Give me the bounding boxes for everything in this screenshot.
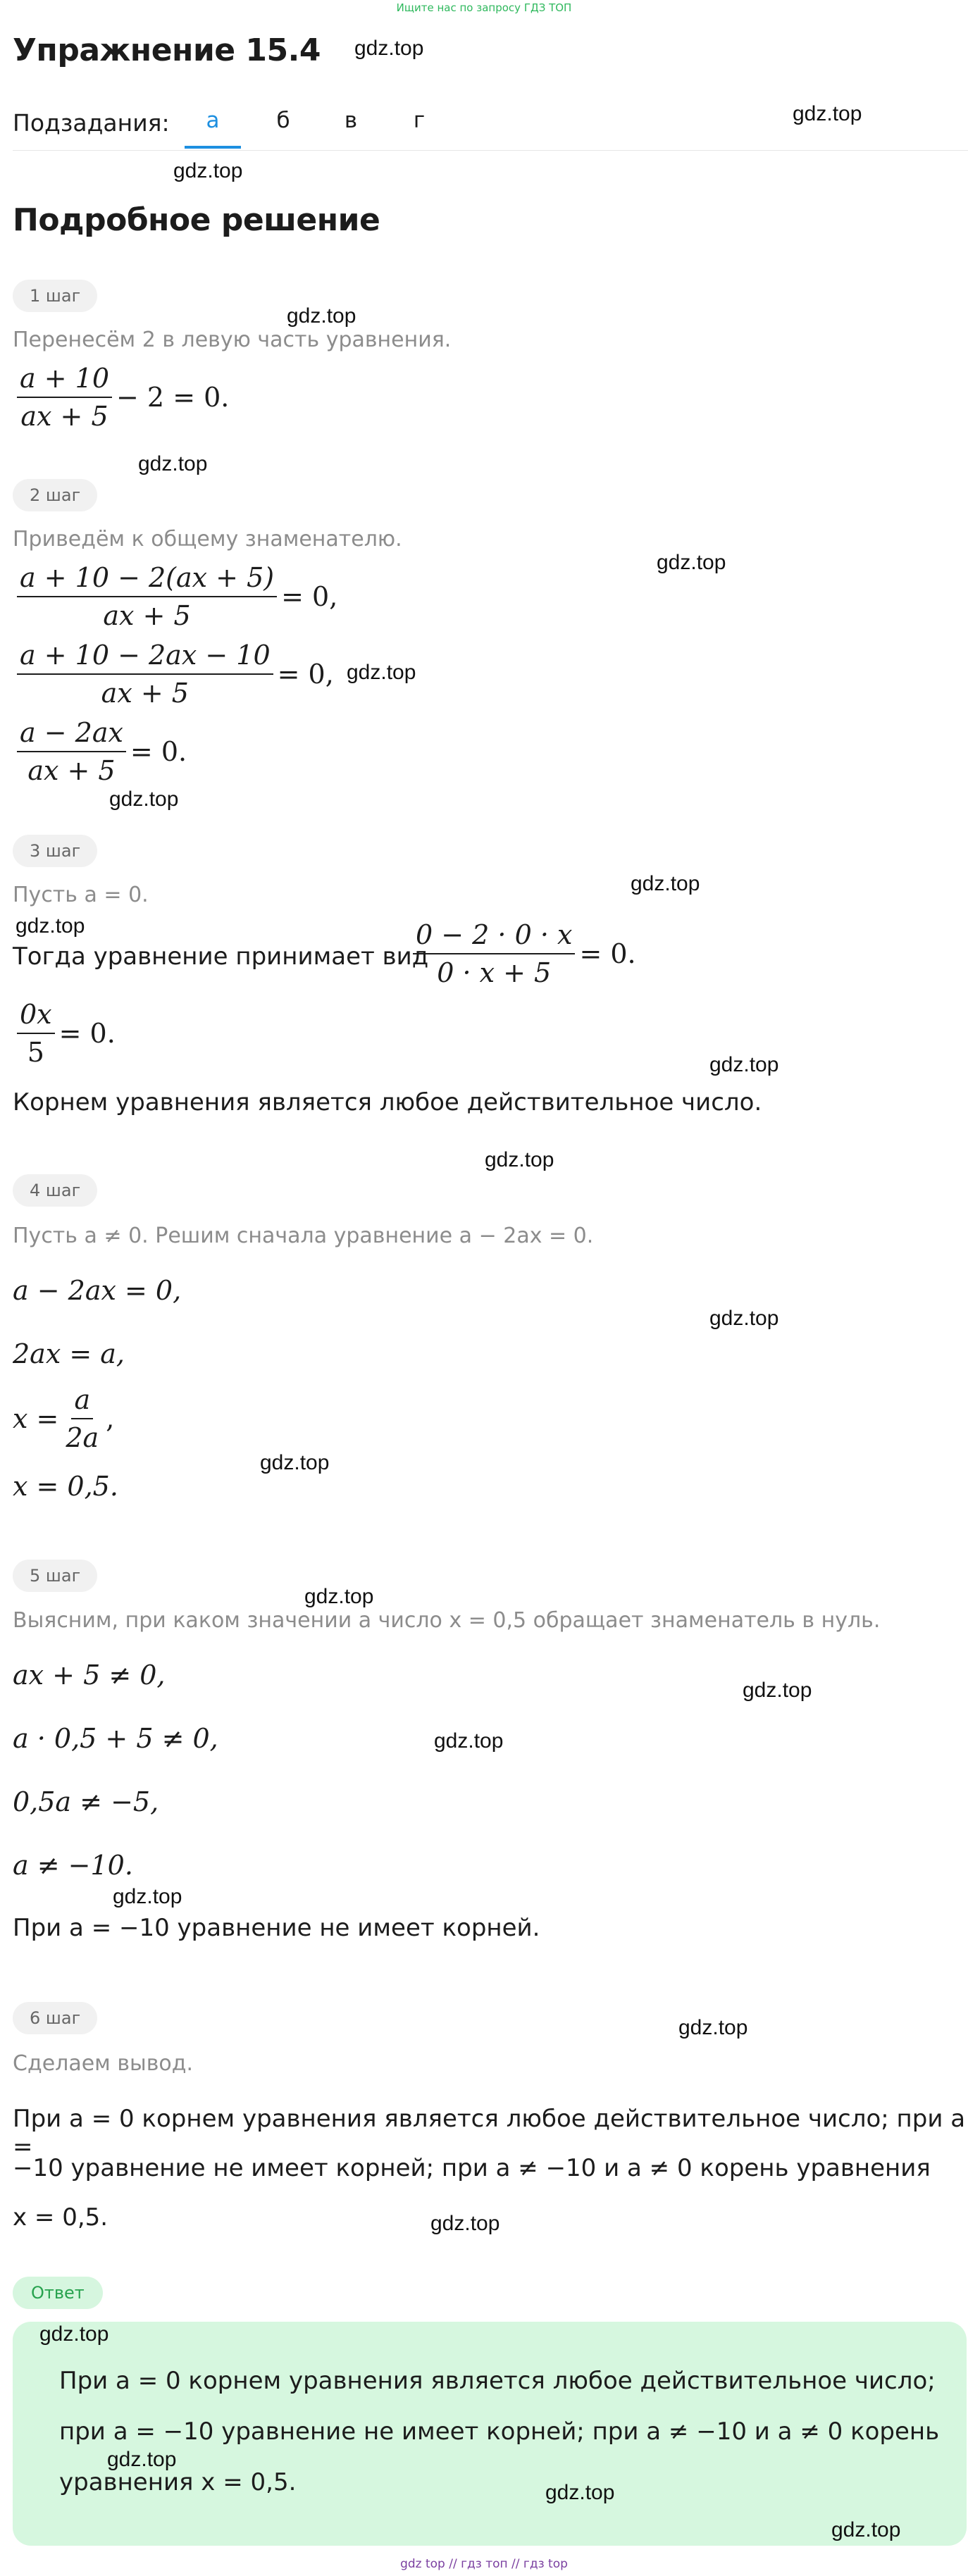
formula-rest: = 0, bbox=[277, 659, 334, 690]
answer-line-3: уравнения x = 0,5. bbox=[59, 2468, 297, 2496]
formula-step5c: 0,5a ≠ −5, bbox=[13, 1786, 159, 1817]
watermark: gdz.top bbox=[304, 1585, 374, 1608]
watermark: gdz.top bbox=[347, 661, 416, 684]
formula-rest: = 0. bbox=[130, 736, 187, 767]
formula-step2c bbox=[13, 717, 187, 786]
watermark: gdz.top bbox=[354, 37, 424, 60]
formula-step4a: a − 2ax = 0, bbox=[13, 1275, 182, 1306]
fraction-numerator: 0 − 2 · 0 · x bbox=[413, 919, 575, 954]
fraction bbox=[413, 919, 575, 988]
subtasks-label: Подзадания: bbox=[13, 109, 170, 137]
step-2-hint: Приведём к общему знаменателю. bbox=[13, 527, 402, 552]
step-3-then-text: Тогда уравнение принимает вид bbox=[13, 942, 429, 971]
formula-step5d: a ≠ −10. bbox=[13, 1850, 133, 1881]
formula-step2a bbox=[13, 562, 337, 631]
fraction-denominator: ax + 5 bbox=[20, 401, 108, 432]
step-badge-4: 4 шаг bbox=[13, 1174, 97, 1207]
tab-g[interactable]: г bbox=[413, 108, 426, 133]
watermark: gdz.top bbox=[430, 2212, 500, 2235]
step-5-conclusion: При a = −10 уравнение не имеет корней. bbox=[13, 1914, 540, 1942]
step-6-line-1: При a = 0 корнем уравнения является любое действительное число; при a = bbox=[13, 2105, 966, 2161]
step-6-hint: Сделаем вывод. bbox=[13, 2051, 194, 2076]
fraction bbox=[17, 640, 273, 709]
fraction-numerator: a + 10 − 2(ax + 5) bbox=[17, 562, 277, 597]
tab-a[interactable]: а bbox=[206, 108, 220, 133]
fraction-numerator: a − 2ax bbox=[17, 717, 126, 752]
answer-box bbox=[13, 2322, 967, 2546]
fraction bbox=[17, 562, 277, 631]
formula-rest: , bbox=[106, 1403, 115, 1434]
watermark: gdz.top bbox=[15, 914, 85, 938]
watermark: gdz.top bbox=[709, 1307, 779, 1330]
formula-step1 bbox=[13, 363, 229, 432]
fraction-denominator: 5 bbox=[27, 1037, 44, 1068]
step-badge-1: 1 шаг bbox=[13, 280, 97, 312]
step-6-line-3: x = 0,5. bbox=[13, 2203, 108, 2232]
fraction-denominator: 2a bbox=[66, 1422, 99, 1453]
page-title: Упражнение 15.4 bbox=[13, 32, 321, 68]
answer-badge: Ответ bbox=[13, 2277, 103, 2309]
step-5-hint: Выясним, при каком значении a число x = 0,5 обращает знаменатель в нуль. bbox=[13, 1608, 881, 1633]
tabs-divider bbox=[13, 150, 968, 151]
fraction-denominator: 0 · x + 5 bbox=[437, 957, 552, 988]
watermark: gdz.top bbox=[113, 1885, 182, 1908]
fraction-denominator: ax + 5 bbox=[103, 600, 191, 631]
formula-step3a bbox=[409, 919, 636, 988]
formula-lhs: x = bbox=[13, 1403, 59, 1434]
tab-v[interactable]: в bbox=[344, 108, 358, 133]
fraction-numerator: a + 10 bbox=[17, 363, 112, 398]
fraction-denominator: ax + 5 bbox=[101, 678, 189, 709]
formula-step4b: 2ax = a, bbox=[13, 1338, 125, 1369]
step-badge-2: 2 шаг bbox=[13, 479, 97, 511]
watermark: gdz.top bbox=[831, 2518, 901, 2541]
watermark: gdz.top bbox=[709, 1053, 779, 1076]
step-6-line-2: −10 уравнение не имеет корней; при a ≠ −10 и a ≠ 0 корень уравнения bbox=[13, 2154, 931, 2182]
watermark: gdz.top bbox=[743, 1679, 812, 1702]
step-4-hint: Пусть a ≠ 0. Решим сначала уравнение a − 2ax = 0. bbox=[13, 1224, 594, 1248]
step-badge-5: 5 шаг bbox=[13, 1560, 97, 1592]
answer-line-1: При a = 0 корнем уравнения является любое действительное число; bbox=[59, 2367, 936, 2395]
formula-rest: = 0. bbox=[58, 1018, 116, 1049]
watermark: gdz.top bbox=[173, 159, 243, 182]
watermark: gdz.top bbox=[39, 2322, 109, 2346]
fraction bbox=[17, 999, 55, 1068]
formula-step4d: x = 0,5. bbox=[13, 1471, 118, 1502]
step-badge-6: 6 шаг bbox=[13, 2002, 97, 2034]
step-1-hint: Перенесём 2 в левую часть уравнения. bbox=[13, 328, 452, 352]
formula-step4c bbox=[13, 1384, 114, 1453]
watermark: gdz.top bbox=[434, 1729, 504, 1753]
fraction-denominator: ax + 5 bbox=[27, 755, 116, 786]
watermark: gdz.top bbox=[631, 872, 700, 895]
formula-step3b bbox=[13, 999, 116, 1068]
step-badge-3: 3 шаг bbox=[13, 835, 97, 867]
watermark: gdz.top bbox=[485, 1148, 554, 1171]
fraction-numerator: 0x bbox=[17, 999, 55, 1034]
formula-step5b: a · 0,5 + 5 ≠ 0, bbox=[13, 1723, 218, 1754]
fraction bbox=[17, 363, 112, 432]
fraction bbox=[63, 1384, 101, 1453]
formula-step2b bbox=[13, 640, 334, 709]
watermark: gdz.top bbox=[260, 1451, 330, 1474]
fraction bbox=[17, 717, 126, 786]
watermark: gdz.top bbox=[545, 2481, 615, 2504]
formula-step5a: ax + 5 ≠ 0, bbox=[13, 1660, 166, 1691]
watermark: gdz.top bbox=[287, 304, 356, 328]
footer: gdz top // гдз топ // гдз top bbox=[400, 2557, 568, 2571]
fraction-numerator: a bbox=[71, 1384, 93, 1419]
top-banner: Ищите нас по запросу ГДЗ ТОП bbox=[396, 1, 572, 14]
tab-b[interactable]: б bbox=[276, 108, 290, 133]
watermark: gdz.top bbox=[657, 551, 726, 574]
formula-rest: − 2 = 0. bbox=[116, 382, 230, 413]
watermark: gdz.top bbox=[793, 102, 862, 125]
section-title: Подробное решение bbox=[13, 202, 380, 238]
step-3-hint: Пусть a = 0. bbox=[13, 883, 149, 907]
watermark: gdz.top bbox=[109, 788, 179, 811]
formula-rest: = 0, bbox=[281, 581, 338, 612]
watermark: gdz.top bbox=[678, 2016, 748, 2039]
watermark: gdz.top bbox=[107, 2448, 177, 2471]
answer-line-2: при a = −10 уравнение не имеет корней; при a ≠ −10 и a ≠ 0 корень bbox=[59, 2418, 940, 2446]
active-tab-indicator bbox=[185, 146, 241, 149]
formula-rest: = 0. bbox=[579, 938, 636, 969]
watermark: gdz.top bbox=[138, 452, 208, 475]
fraction-numerator: a + 10 − 2ax − 10 bbox=[17, 640, 273, 675]
step-3-conclusion: Корнем уравнения является любое действительное число. bbox=[13, 1088, 762, 1116]
